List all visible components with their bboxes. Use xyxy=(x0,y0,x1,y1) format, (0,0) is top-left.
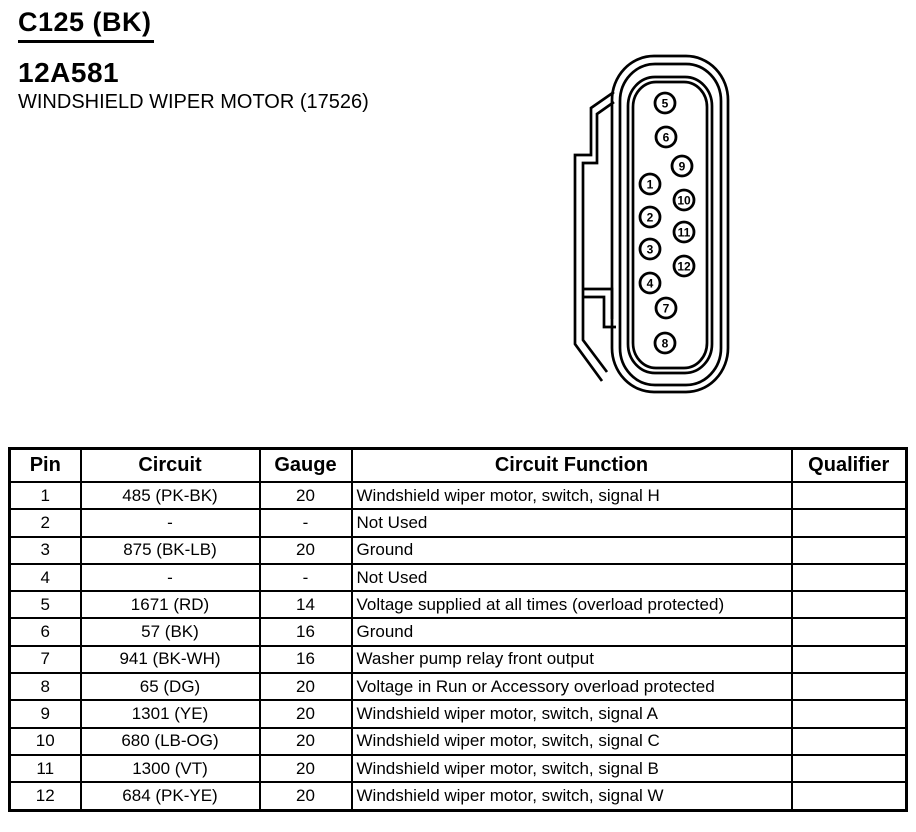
gauge-cell: - xyxy=(260,509,352,536)
tab-outer-contour xyxy=(575,92,614,381)
pin-cell: 3 xyxy=(10,537,81,564)
gauge-cell: 16 xyxy=(260,646,352,673)
qualifier-cell xyxy=(792,728,907,755)
col-header-gauge: Gauge xyxy=(260,449,352,483)
pin-cell: 6 xyxy=(10,618,81,645)
pin-table xyxy=(8,447,908,812)
circuit-cell: 1301 (YE) xyxy=(81,700,260,727)
pin-6 xyxy=(656,127,676,147)
pin-number: 1 xyxy=(646,177,654,192)
table-header-row xyxy=(10,449,907,483)
qualifier-cell xyxy=(792,782,907,810)
function-cell: Not Used xyxy=(352,509,792,536)
table-row xyxy=(10,782,907,810)
pin-group xyxy=(640,93,694,353)
cavity-outer-outline xyxy=(628,77,712,373)
table-row xyxy=(10,700,907,727)
table-row xyxy=(10,564,907,591)
pin-number: 8 xyxy=(661,336,669,351)
function-cell: Washer pump relay front output xyxy=(352,646,792,673)
circuit-cell: - xyxy=(81,564,260,591)
part-number: 12A581 xyxy=(18,57,120,88)
circuit-cell: - xyxy=(81,509,260,536)
pin-8 xyxy=(655,333,675,353)
pin-cell: 9 xyxy=(10,700,81,727)
function-cell: Windshield wiper motor, switch, signal C xyxy=(352,728,792,755)
pin-5 xyxy=(655,93,675,113)
pin-10 xyxy=(674,190,694,210)
qualifier-cell xyxy=(792,700,907,727)
pin-cell: 2 xyxy=(10,509,81,536)
pin-number: 12 xyxy=(677,259,691,274)
function-cell: Ground xyxy=(352,618,792,645)
pin-number: 10 xyxy=(677,193,691,208)
pin-cell: 7 xyxy=(10,646,81,673)
function-cell: Voltage in Run or Accessory overload protected xyxy=(352,673,792,700)
gauge-cell: 20 xyxy=(260,755,352,782)
table-row xyxy=(10,618,907,645)
circuit-cell: 941 (BK-WH) xyxy=(81,646,260,673)
qualifier-cell xyxy=(792,646,907,673)
qualifier-cell xyxy=(792,673,907,700)
pin-11 xyxy=(674,222,694,242)
pin-7 xyxy=(656,298,676,318)
gauge-cell: 14 xyxy=(260,591,352,618)
circuit-cell: 680 (LB-OG) xyxy=(81,728,260,755)
function-cell: Voltage supplied at all times (overload protected) xyxy=(352,591,792,618)
qualifier-cell xyxy=(792,482,907,509)
circuit-cell: 875 (BK-LB) xyxy=(81,537,260,564)
function-cell: Windshield wiper motor, switch, signal B xyxy=(352,755,792,782)
pin-cell: 4 xyxy=(10,564,81,591)
table-row xyxy=(10,509,907,536)
pin-cell: 5 xyxy=(10,591,81,618)
qualifier-cell xyxy=(792,618,907,645)
table-row xyxy=(10,755,907,782)
pin-cell: 1 xyxy=(10,482,81,509)
function-cell: Windshield wiper motor, switch, signal H xyxy=(352,482,792,509)
gauge-cell: 20 xyxy=(260,782,352,810)
pin-number: 5 xyxy=(661,96,669,111)
table-row xyxy=(10,482,907,509)
pin-9 xyxy=(672,156,692,176)
pin-12 xyxy=(674,256,694,276)
qualifier-cell xyxy=(792,564,907,591)
gauge-cell: 20 xyxy=(260,728,352,755)
tab-step-outer xyxy=(583,289,612,319)
mounting-tab xyxy=(575,92,616,381)
function-cell: Not Used xyxy=(352,564,792,591)
table-row xyxy=(10,646,907,673)
gauge-cell: - xyxy=(260,564,352,591)
col-header-pin: Pin xyxy=(10,449,81,483)
gauge-cell: 20 xyxy=(260,673,352,700)
pin-cell: 8 xyxy=(10,673,81,700)
function-cell: Windshield wiper motor, switch, signal W xyxy=(352,782,792,810)
pin-2 xyxy=(640,207,660,227)
pin-4 xyxy=(640,273,660,293)
qualifier-cell xyxy=(792,591,907,618)
pin-cell: 11 xyxy=(10,755,81,782)
pin-table-body xyxy=(10,482,907,810)
pin-cell: 10 xyxy=(10,728,81,755)
col-header-circuit: Circuit xyxy=(81,449,260,483)
pin-3 xyxy=(640,239,660,259)
circuit-cell: 485 (PK-BK) xyxy=(81,482,260,509)
function-cell: Ground xyxy=(352,537,792,564)
circuit-cell: 1300 (VT) xyxy=(81,755,260,782)
circuit-cell: 1671 (RD) xyxy=(81,591,260,618)
qualifier-cell xyxy=(792,755,907,782)
table-row xyxy=(10,673,907,700)
gauge-cell: 20 xyxy=(260,482,352,509)
tab-inner-contour xyxy=(583,102,614,372)
circuit-cell: 65 (DG) xyxy=(81,673,260,700)
connector-diagram xyxy=(550,36,760,416)
table-row xyxy=(10,591,907,618)
connector-id: C125 (BK) xyxy=(18,7,154,43)
gauge-cell: 16 xyxy=(260,618,352,645)
gauge-cell: 20 xyxy=(260,537,352,564)
pin-1 xyxy=(640,174,660,194)
pin-number: 11 xyxy=(677,225,691,240)
col-header-qualifier: Qualifier xyxy=(792,449,907,483)
table-row xyxy=(10,537,907,564)
qualifier-cell xyxy=(792,509,907,536)
gauge-cell: 20 xyxy=(260,700,352,727)
table-row xyxy=(10,728,907,755)
circuit-cell: 684 (PK-YE) xyxy=(81,782,260,810)
col-header-circuit-function: Circuit Function xyxy=(352,449,792,483)
pin-number: 6 xyxy=(662,130,670,145)
circuit-cell: 57 (BK) xyxy=(81,618,260,645)
function-cell: Windshield wiper motor, switch, signal A xyxy=(352,700,792,727)
pin-number: 3 xyxy=(646,242,654,257)
pin-number: 4 xyxy=(646,276,654,291)
pin-number: 2 xyxy=(646,210,654,225)
part-description: WINDSHIELD WIPER MOTOR (17526) xyxy=(18,91,369,113)
qualifier-cell xyxy=(792,537,907,564)
pin-cell: 12 xyxy=(10,782,81,810)
pin-number: 7 xyxy=(662,301,670,316)
pin-number: 9 xyxy=(678,159,686,174)
